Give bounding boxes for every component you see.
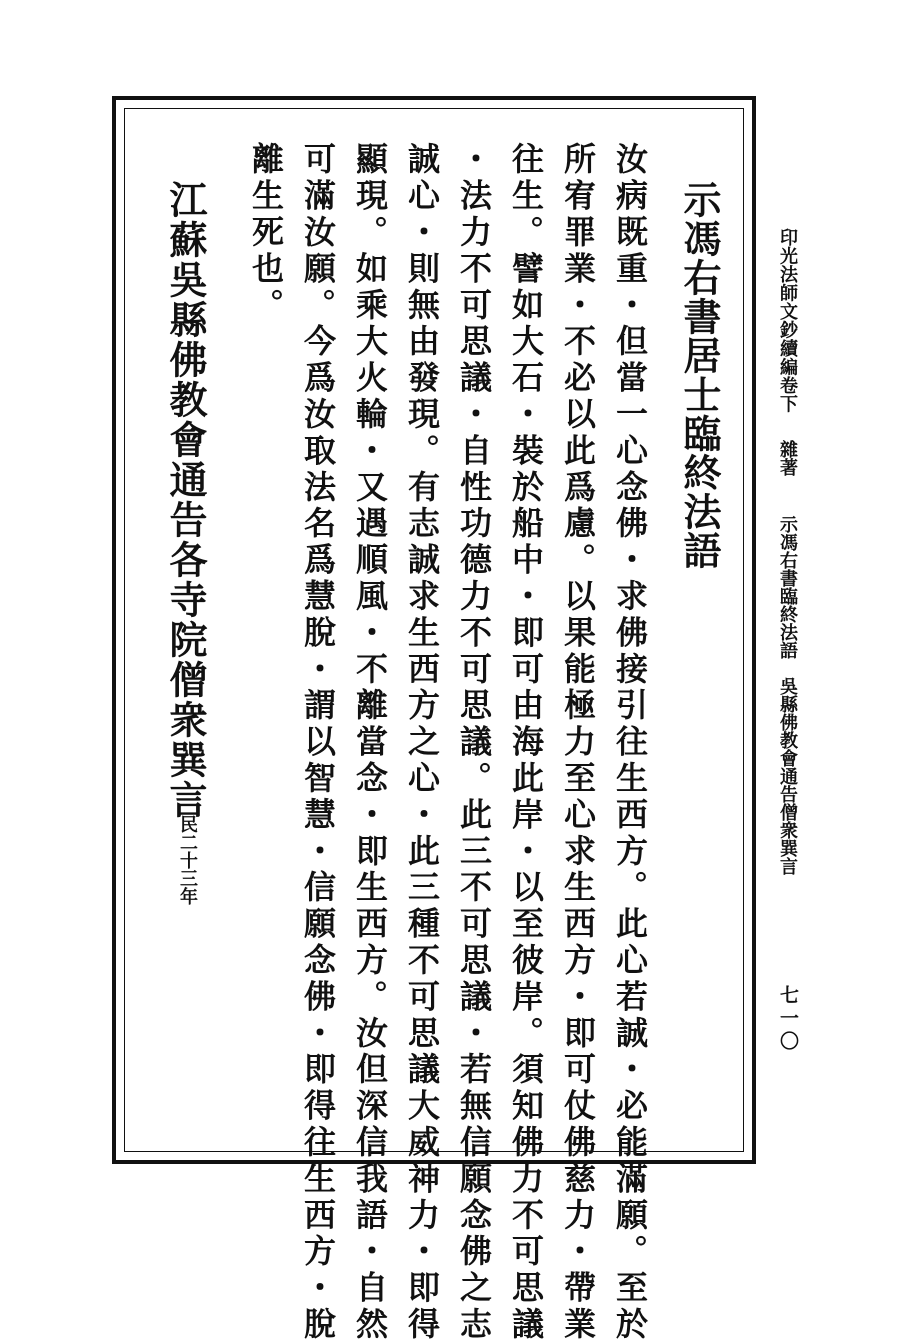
article1-column-1: 汝病既重・但當一心念佛・求佛接引往生西方。此心若誠・必能滿願。至於	[611, 142, 649, 1343]
article1-column-7: 可滿汝願。今爲汝取法名爲慧脫・謂以智慧・信願念佛・即得往生西方・脫	[299, 142, 337, 1343]
article1-column-8: 離生死也。	[247, 142, 285, 324]
article1-column-3: 往生。譬如大石・裝於船中・即可由海此岸・以至彼岸。須知佛力不可思議	[507, 142, 545, 1343]
article1-column-6: 顯現。如乘大火輪・又遇順風・不離當念・即生西方。汝但深信我語・自然	[351, 142, 389, 1343]
article1-title: 示馮右書居士臨終法語	[677, 180, 722, 570]
article1-column-4: ・法力不可思議・自性功德力不可思議。此三不可思議・若無信願念佛之志	[455, 142, 493, 1343]
header-category: 雜著	[777, 440, 798, 476]
article1-column-2: 所宥罪業・不必以此爲慮。以果能極力至心求生西方・即可仗佛慈力・帶業	[559, 142, 597, 1343]
article1-column-5: 誠心・則無由發現。有志誠求生西方之心・此三種不可思議大威神力・即得	[403, 142, 441, 1343]
article2-title: 江蘇吳縣佛教會通告各寺院僧衆巽言	[163, 180, 208, 820]
page-number: 七一〇	[777, 985, 799, 1054]
header-sections: 示馮右書臨終法語 吳縣佛教會通告僧衆巽言	[777, 515, 798, 875]
header-book-title: 印光法師文鈔續編卷下	[777, 228, 798, 413]
article2-date: 民二十三年	[177, 815, 198, 905]
